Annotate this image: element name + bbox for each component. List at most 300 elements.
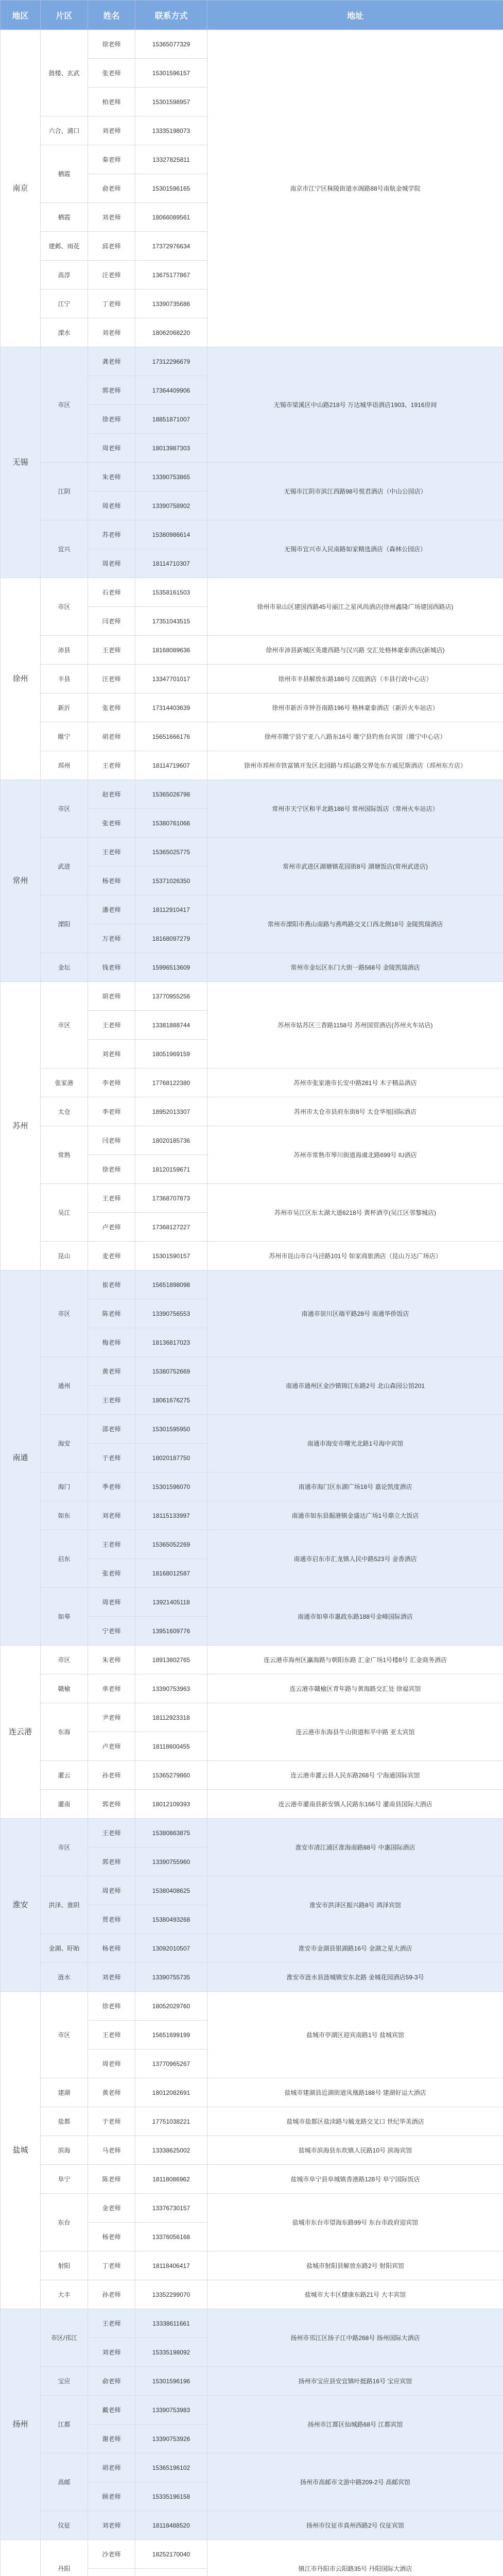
phone-cell[interactable]: 13921405118	[135, 1588, 207, 1617]
name-cell: 卢老师	[88, 1213, 135, 1242]
name-cell: 郭老师	[88, 1790, 135, 1819]
address-cell: 盐城市亭湖区迎宾南路1号 盐城宾馆	[207, 1992, 503, 2078]
phone-cell[interactable]: 13770965267	[135, 2049, 207, 2078]
phone-cell[interactable]: 18851871007	[135, 405, 207, 434]
phone-cell[interactable]: 15365279860	[135, 1761, 207, 1790]
phone-cell[interactable]: 18012109393	[135, 1790, 207, 1819]
table-row	[1, 2194, 503, 2223]
area-cell: 江阴	[41, 463, 88, 520]
phone-cell[interactable]: 18118086962	[135, 2165, 207, 2194]
name-cell: 周老师	[88, 2049, 135, 2078]
phone-cell[interactable]: 15651666176	[135, 722, 207, 751]
phone-cell[interactable]: 18114719607	[135, 751, 207, 780]
phone-cell[interactable]: 13376056168	[135, 2223, 207, 2251]
phone-cell[interactable]: 15301596070	[135, 1472, 207, 1501]
name-cell: 杨老师	[88, 1934, 135, 1963]
name-cell: 王老师	[88, 2309, 135, 2338]
name-cell: 徐老师	[88, 405, 135, 434]
phone-cell[interactable]: 15335196158	[135, 2482, 207, 2511]
name-cell: 王老师	[88, 751, 135, 780]
area-cell: 新沂	[41, 693, 88, 722]
name-cell: 张老师	[88, 1559, 135, 1588]
address-cell: 镇江市丹阳市云阳路35号 丹阳国际大酒店	[207, 2540, 503, 2576]
address-cell: 盐城市东台市望海东路99号 东台市政府迎宾馆	[207, 2194, 503, 2251]
name-cell: 周老师	[88, 1588, 135, 1617]
name-cell: 胡老师	[88, 722, 135, 751]
name-cell: 于老师	[88, 1444, 135, 1472]
address-cell: 徐州市邳州市铁富镇开发区北园路与邳运路交界处东方威尼斯酒店（邳州东方店）	[207, 751, 503, 780]
phone-cell[interactable]: 18913802765	[135, 1646, 207, 1674]
area-cell: 市区/邗江	[41, 2309, 88, 2367]
table-row	[1, 1069, 503, 1097]
name-cell: 柏老师	[88, 88, 135, 116]
name-cell: 张老师	[88, 809, 135, 838]
phone-cell[interactable]: 13092010507	[135, 1934, 207, 1963]
address-cell: 淮安市金湖县银湖路16号 金湖之星大酒店	[207, 1934, 503, 1963]
phone-cell[interactable]: 17768122380	[135, 1069, 207, 1097]
name-cell: 王老师	[88, 1819, 135, 1848]
table-row	[1, 520, 503, 549]
phone-cell[interactable]: 18012082691	[135, 2078, 207, 2107]
phone-cell[interactable]: 15380863875	[135, 1819, 207, 1848]
phone-cell[interactable]: 18168097279	[135, 924, 207, 953]
region-cell: 淮安	[1, 1819, 41, 1992]
phone-cell[interactable]	[135, 2569, 207, 2576]
area-cell: 市区	[41, 1270, 88, 1357]
phone-cell[interactable]: 13951609776	[135, 1617, 207, 1646]
name-cell: 邵老师	[88, 1415, 135, 1444]
name-cell: 王老师	[88, 1530, 135, 1559]
phone-cell[interactable]: 18118600455	[135, 1732, 207, 1761]
name-cell: 戴老师	[88, 2396, 135, 2425]
region-cell: 盐城	[1, 1992, 41, 2309]
name-cell: 于老师	[88, 2107, 135, 2136]
name-cell: 杨老师	[88, 2223, 135, 2251]
table-row	[1, 751, 503, 780]
name-cell: 刘老师	[88, 1040, 135, 1069]
address-cell: 常州市武进区湖塘镇花园街8号 湖塘饭店(常州武进店)	[207, 838, 503, 895]
table-row	[1, 578, 503, 607]
name-cell: 卢老师	[88, 1732, 135, 1761]
table-row	[1, 2078, 503, 2107]
name-cell: 胡老师	[88, 2453, 135, 2482]
name-cell: 王老师	[88, 1184, 135, 1213]
region-cell: 南通	[1, 1270, 41, 1646]
table-row	[1, 2396, 503, 2425]
name-cell: 俞老师	[88, 174, 135, 203]
table-row	[1, 1876, 503, 1905]
name-cell: 王老师	[88, 636, 135, 665]
region-cell: 徐州	[1, 578, 41, 780]
phone-cell[interactable]: 15651699199	[135, 2021, 207, 2049]
phone-cell[interactable]: 17312296679	[135, 347, 207, 376]
phone-cell[interactable]: 18136817023	[135, 1328, 207, 1357]
phone-cell[interactable]: 13390758902	[135, 492, 207, 520]
phone-cell[interactable]: 18112923318	[135, 1703, 207, 1732]
phone-cell[interactable]: 15380493268	[135, 1905, 207, 1934]
name-cell: 单老师	[88, 1674, 135, 1703]
phone-cell[interactable]: 15380761066	[135, 809, 207, 838]
area-cell: 宜兴	[41, 520, 88, 578]
area-cell: 金湖、盱眙	[41, 1934, 88, 1963]
phone-cell[interactable]: 13338611661	[135, 2309, 207, 2338]
region-cell: 南京	[1, 30, 41, 347]
table-row	[1, 1270, 503, 1299]
phone-cell[interactable]: 15365077329	[135, 30, 207, 59]
table-row	[1, 1963, 503, 1992]
phone-cell[interactable]: 18066089561	[135, 203, 207, 232]
phone-cell[interactable]: 18051969159	[135, 1040, 207, 1069]
area-cell: 常熟	[41, 1126, 88, 1184]
name-cell: 龚老师	[88, 347, 135, 376]
phone-cell[interactable]: 13390755735	[135, 1963, 207, 1992]
name-cell	[88, 2569, 135, 2576]
phone-cell[interactable]: 18052029760	[135, 1992, 207, 2021]
address-cell: 南京市江宁区秣陵街道水阁路88号南航金城学院	[207, 30, 503, 347]
phone-cell[interactable]: 15335198092	[135, 2338, 207, 2367]
name-cell: 季老师	[88, 1472, 135, 1501]
table-row	[1, 30, 503, 59]
name-cell: 万老师	[88, 924, 135, 953]
phone-cell[interactable]: 15651898098	[135, 1270, 207, 1299]
name-cell: 潘老师	[88, 895, 135, 924]
table-row	[1, 780, 503, 809]
address-cell: 连云港市灌云县人民东路268号 宁海通国际宾馆	[207, 1761, 503, 1790]
phone-cell[interactable]: 17751038221	[135, 2107, 207, 2136]
phone-cell[interactable]: 15371026350	[135, 867, 207, 895]
area-cell: 灌云	[41, 1761, 88, 1790]
name-cell: 金老师	[88, 2194, 135, 2223]
address-cell: 常州市溧阳市燕山南路与燕鸣路交叉口西北侧18号 金陵凯瑞酒店	[207, 895, 503, 953]
phone-cell[interactable]: 15365025775	[135, 838, 207, 867]
phone-cell[interactable]: 13381888744	[135, 1011, 207, 1040]
address-cell: 南通市如皋市惠政东路188号金峰国际酒店	[207, 1588, 503, 1646]
name-cell: 朱老师	[88, 463, 135, 492]
region-cell: 苏州	[1, 982, 41, 1270]
table-row	[1, 2367, 503, 2396]
phone-cell[interactable]: 15380408625	[135, 1876, 207, 1905]
table-row	[1, 1761, 503, 1790]
area-cell: 吴江	[41, 1184, 88, 1242]
area-cell: 涟水	[41, 1963, 88, 1992]
address-cell: 无锡市宜兴市人民南路如家精选酒店（森林公园店）	[207, 520, 503, 578]
area-cell: 市区	[41, 347, 88, 463]
address-cell: 苏州市张家港市长安中路281号 木子精品酒店	[207, 1069, 503, 1097]
table-row	[1, 2280, 503, 2309]
table-row	[1, 838, 503, 867]
header-name: 姓名	[88, 1, 135, 30]
name-cell: 邱老师	[88, 232, 135, 261]
address-cell: 扬州市高邮市文游中路209-2号 高邮宾馆	[207, 2453, 503, 2511]
name-cell: 秦老师	[88, 145, 135, 174]
phone-cell[interactable]: 15301595950	[135, 1415, 207, 1444]
name-cell: 石老师	[88, 578, 135, 607]
table-row	[1, 982, 503, 1011]
address-cell: 连云港市灌南县新安镇人民路东166号 灌南县国际大酒店	[207, 1790, 503, 1819]
phone-cell[interactable]: 18112910417	[135, 895, 207, 924]
table-row	[1, 1242, 503, 1270]
area-cell: 启东	[41, 1530, 88, 1588]
area-cell: 东台	[41, 2194, 88, 2251]
table-row	[1, 1646, 503, 1674]
name-cell: 周老师	[88, 1876, 135, 1905]
name-cell: 刘老师	[88, 116, 135, 145]
area-cell: 灌南	[41, 1790, 88, 1819]
name-cell: 黄老师	[88, 1357, 135, 1386]
name-cell: 顾老师	[88, 2482, 135, 2511]
phone-cell[interactable]: 17368127227	[135, 1213, 207, 1242]
phone-cell[interactable]: 18120159671	[135, 1155, 207, 1184]
table-row	[1, 2540, 503, 2569]
header-phone: 联系方式	[135, 1, 207, 30]
area-cell: 邳州	[41, 751, 88, 780]
area-cell: 射阳	[41, 2251, 88, 2280]
name-cell: 刘老师	[88, 2511, 135, 2540]
area-cell: 市区	[41, 1992, 88, 2078]
name-cell: 丁老师	[88, 2251, 135, 2280]
area-cell: 六合、浦口	[41, 116, 88, 145]
name-cell: 郭老师	[88, 376, 135, 405]
phone-cell[interactable]: 15365026798	[135, 780, 207, 809]
name-cell: 闫老师	[88, 607, 135, 636]
area-cell: 市区	[41, 780, 88, 838]
phone-cell[interactable]: 13352299070	[135, 2280, 207, 2309]
area-cell: 如东	[41, 1501, 88, 1530]
phone-cell[interactable]: 15380752669	[135, 1357, 207, 1386]
phone-cell[interactable]: 17314403639	[135, 693, 207, 722]
phone-cell[interactable]: 13390755960	[135, 1848, 207, 1876]
address-cell: 扬州市江都区仙城路68号 江都宾馆	[207, 2396, 503, 2453]
address-cell: 苏州市姑苏区三香路1158号 苏州国贸酒店(苏州火车站店)	[207, 982, 503, 1069]
region-cell: 连云港	[1, 1646, 41, 1819]
phone-cell[interactable]: 15301598957	[135, 88, 207, 116]
table-row	[1, 1934, 503, 1963]
address-cell: 徐州市新沂市钟吾南路196号 格林豪泰酒店（新沂火车站店）	[207, 693, 503, 722]
address-cell: 苏州市太仓市县府东街8号 太仓华旭国际酒店	[207, 1097, 503, 1126]
address-cell: 扬州市邗江区扬子江中路268号 扬州国际大酒店	[207, 2309, 503, 2367]
address-cell: 扬州市仪征市真州西路2号 仪征宾馆	[207, 2511, 503, 2540]
name-cell: 宁老师	[88, 1617, 135, 1646]
name-cell: 孙老师	[88, 1761, 135, 1790]
phone-cell[interactable]: 18062068220	[135, 318, 207, 347]
phone-cell[interactable]: 13390753926	[135, 2425, 207, 2453]
address-cell: 南通市通州区金沙镇锦江东路2号 北山森园公馆201	[207, 1357, 503, 1415]
address-cell: 常州市金坛区东门大街一路568号 金陵凯瑞酒店	[207, 953, 503, 982]
phone-cell[interactable]: 18952013307	[135, 1097, 207, 1126]
phone-cell[interactable]: 13327825811	[135, 145, 207, 174]
name-cell: 赵老师	[88, 780, 135, 809]
table-row	[1, 2107, 503, 2136]
name-cell: 谢老师	[88, 2425, 135, 2453]
address-cell: 盐城市射阳县解放东路2号 射阳宾馆	[207, 2251, 503, 2280]
name-cell: 梅老师	[88, 1328, 135, 1357]
table-row	[1, 1415, 503, 1444]
phone-cell[interactable]: 18118406417	[135, 2251, 207, 2280]
table-row	[1, 2165, 503, 2194]
phone-cell[interactable]: 13390735686	[135, 290, 207, 318]
area-cell: 如皋	[41, 1588, 88, 1646]
address-cell: 盐城市阜宁县阜城镇香港路128号 阜宁国际饭店	[207, 2165, 503, 2194]
area-cell: 睢宁	[41, 722, 88, 751]
table-row	[1, 463, 503, 492]
address-cell: 连云港市海州区瀛海路与朝阳东路 汇金广场1号楼8号 汇金商务酒店	[207, 1646, 503, 1674]
name-cell: 陈老师	[88, 2165, 135, 2194]
name-cell: 王老师	[88, 1386, 135, 1415]
phone-cell[interactable]: 18252170040	[135, 2540, 207, 2569]
table-row	[1, 693, 503, 722]
phone-cell[interactable]: 18168089636	[135, 636, 207, 665]
phone-cell[interactable]: 18114710307	[135, 549, 207, 578]
phone-cell[interactable]: 13390756553	[135, 1299, 207, 1328]
area-cell: 栖霞	[41, 145, 88, 203]
area-cell: 江都	[41, 2396, 88, 2453]
area-cell: 太仓	[41, 1097, 88, 1126]
phone-cell[interactable]: 17372976634	[135, 232, 207, 261]
table-body	[1, 30, 503, 2576]
phone-cell[interactable]: 18020185736	[135, 1126, 207, 1155]
address-cell: 淮安市洪泽区振兴路8号 鸿泽宾馆	[207, 1876, 503, 1934]
area-cell: 通州	[41, 1357, 88, 1415]
area-cell: 丹阳	[41, 2540, 88, 2576]
address-cell: 苏州市常熟市琴川街道海虞北路699号 IU酒店	[207, 1126, 503, 1184]
address-cell: 盐城市大丰区健康东路21号 大丰宾馆	[207, 2280, 503, 2309]
area-cell: 盐都	[41, 2107, 88, 2136]
table-row	[1, 1126, 503, 1155]
area-cell: 张家港	[41, 1069, 88, 1097]
phone-cell[interactable]: 18118488520	[135, 2511, 207, 2540]
phone-cell[interactable]: 17364409906	[135, 376, 207, 405]
phone-cell[interactable]: 13335198073	[135, 116, 207, 145]
name-cell: 孙老师	[88, 2280, 135, 2309]
name-cell: 王老师	[88, 2021, 135, 2049]
table-row	[1, 722, 503, 751]
name-cell: 王老师	[88, 1011, 135, 1040]
name-cell: 钱老师	[88, 953, 135, 982]
name-cell: 汪老师	[88, 665, 135, 693]
phone-cell[interactable]: 15365052269	[135, 1530, 207, 1559]
phone-cell[interactable]: 13338625002	[135, 2136, 207, 2165]
phone-cell[interactable]: 15301596165	[135, 174, 207, 203]
name-cell: 周老师	[88, 549, 135, 578]
table-row	[1, 2453, 503, 2482]
header-area: 片区	[41, 1, 88, 30]
address-cell: 徐州市泉山区建国西路45号丽江之星风尚酒店(徐州鑫隆广场建国西路店)	[207, 578, 503, 636]
table-row	[1, 895, 503, 924]
phone-cell[interactable]: 13390753865	[135, 463, 207, 492]
phone-cell[interactable]: 15301596157	[135, 59, 207, 88]
area-cell: 东海	[41, 1703, 88, 1761]
phone-cell[interactable]: 15358161503	[135, 578, 207, 607]
name-cell: 汪老师	[88, 261, 135, 290]
phone-cell[interactable]: 18013987303	[135, 434, 207, 463]
address-cell: 盐城市建湖县近湖街道凤凰路188号 建湖好运大酒店	[207, 2078, 503, 2107]
address-cell: 淮安市涟水县涟城镇安东北路 金城花园酒店59-3号	[207, 1963, 503, 1992]
table-row	[1, 665, 503, 693]
name-cell: 李老师	[88, 1097, 135, 1126]
name-cell: 闫老师	[88, 1126, 135, 1155]
phone-cell[interactable]: 15301590157	[135, 1242, 207, 1270]
phone-cell[interactable]: 13390753963	[135, 1674, 207, 1703]
table-row	[1, 2309, 503, 2338]
phone-cell[interactable]: 13347701017	[135, 665, 207, 693]
phone-cell[interactable]: 13376730157	[135, 2194, 207, 2223]
name-cell: 刘老师	[88, 318, 135, 347]
area-cell: 沛县	[41, 636, 88, 665]
name-cell: 沙老师	[88, 2540, 135, 2569]
address-cell: 南通市如东县掘港镇金盛达广场1号鼎立大饭店	[207, 1501, 503, 1530]
header-region: 地区	[1, 1, 41, 30]
area-cell: 武进	[41, 838, 88, 895]
table-row	[1, 1530, 503, 1559]
phone-cell[interactable]: 18061676275	[135, 1386, 207, 1415]
name-cell: 刘老师	[88, 1963, 135, 1992]
table-row	[1, 2251, 503, 2280]
address-cell: 徐州市沛县新城区英雄西路与汉兴路 交汇处格林豪泰酒店(新城店)	[207, 636, 503, 665]
area-cell: 市区	[41, 1819, 88, 1876]
table-row	[1, 2136, 503, 2165]
area-cell: 高淳	[41, 261, 88, 290]
phone-cell[interactable]: 18020187750	[135, 1444, 207, 1472]
phone-cell[interactable]: 13390753983	[135, 2396, 207, 2425]
phone-cell[interactable]: 18168012587	[135, 1559, 207, 1588]
phone-cell[interactable]: 17368707873	[135, 1184, 207, 1213]
phone-cell[interactable]: 13770955256	[135, 982, 207, 1011]
area-cell: 建邺、雨花	[41, 232, 88, 261]
phone-cell[interactable]: 15365196102	[135, 2453, 207, 2482]
header-address: 地址	[207, 1, 503, 30]
name-cell: 杨老师	[88, 867, 135, 895]
table-row	[1, 1184, 503, 1213]
name-cell: 王老师	[88, 838, 135, 867]
area-cell: 建湖	[41, 2078, 88, 2107]
name-cell: 丁老师	[88, 290, 135, 318]
name-cell: 胡老师	[88, 982, 135, 1011]
phone-cell[interactable]: 18115133997	[135, 1501, 207, 1530]
address-cell: 淮安市清江浦区淮海南路88号 中惠国际酒店	[207, 1819, 503, 1876]
area-cell: 溧水	[41, 318, 88, 347]
area-cell: 阜宁	[41, 2165, 88, 2194]
name-cell: 麦老师	[88, 1242, 135, 1270]
address-cell: 徐州市丰县解放东路188号 汉庭酒店（丰县行政中心店）	[207, 665, 503, 693]
name-cell: 刘老师	[88, 203, 135, 232]
area-cell: 洪泽、淮阴	[41, 1876, 88, 1934]
table-row	[1, 1588, 503, 1617]
name-cell: 张老师	[88, 693, 135, 722]
name-cell: 徐老师	[88, 1992, 135, 2021]
table-row	[1, 2511, 503, 2540]
phone-cell[interactable]: 15996513609	[135, 953, 207, 982]
area-cell: 市区	[41, 982, 88, 1069]
address-cell: 南通市崇川区端平路28号 南通华侨饭店	[207, 1270, 503, 1357]
phone-cell[interactable]: 17351043515	[135, 607, 207, 636]
phone-cell[interactable]: 15380986614	[135, 520, 207, 549]
address-cell: 扬州市宝应县安宜镇叶挺路16号 宝应宾馆	[207, 2367, 503, 2396]
address-cell: 连云港市东海县牛山街道和平中路 亚太宾馆	[207, 1703, 503, 1761]
area-cell: 海安	[41, 1415, 88, 1472]
name-cell: 李老师	[88, 1069, 135, 1097]
table-row	[1, 1357, 503, 1386]
area-cell: 金坛	[41, 953, 88, 982]
phone-cell[interactable]: 13675177867	[135, 261, 207, 290]
table-row	[1, 636, 503, 665]
phone-cell[interactable]: 15301596196	[135, 2367, 207, 2396]
name-cell: 周老师	[88, 434, 135, 463]
region-cell: 扬州	[1, 2309, 41, 2540]
table-row	[1, 1674, 503, 1703]
name-cell: 苏老师	[88, 520, 135, 549]
address-cell: 徐州市睢宁县宁亚八八路东16号 睢宁县钓鱼台宾馆（睢宁中心店）	[207, 722, 503, 751]
table-row	[1, 1819, 503, 1848]
